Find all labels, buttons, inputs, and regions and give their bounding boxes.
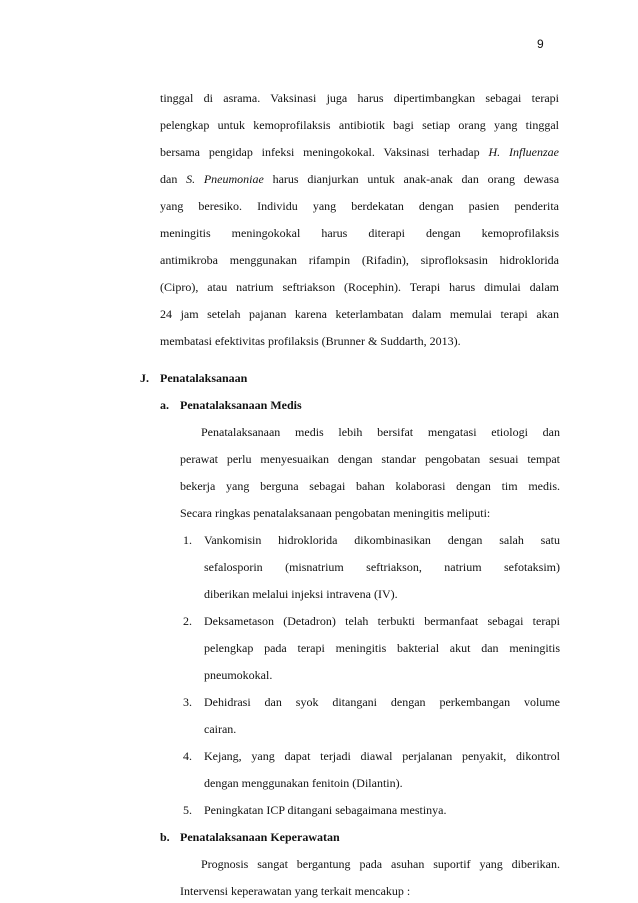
sub-b-title: Penatalaksanaan Keperawatan [180,830,340,844]
intro-line-part: bersama pengidap infeksi meningokokal. Vaksinasi terhadap [160,145,489,159]
a-para-line: bekerja yang berguna sebagai bahan kolaborasi dengan tim medis. [180,479,560,493]
intro-line: membatasi efektivitas profilaksis (Brunner & Suddarth, 2013). [160,334,461,348]
a-para-line: Penatalaksanaan medis lebih bersifat mengatasi etiologi dan [201,425,560,439]
list-item-line: Vankomisin hidroklorida dikombinasikan dengan salah satu [204,533,560,547]
intro-line: meningitis meningokokal harus diterapi dengan kemoprofilaksis [160,226,559,240]
list-item-line: Deksametason (Detadron) telah terbukti bermanfaat sebagai terapi [204,614,560,628]
list-number: 4. [183,749,192,763]
intro-line: 24 jam setelah pajanan karena keterlambatan dalam memulai terapi akan [160,307,559,321]
intro-line: tinggal di asrama. Vaksinasi juga harus dipertimbangkan sebagai terapi [160,91,559,105]
list-item-line: diberikan melalui injeksi intravena (IV). [204,587,398,601]
intro-line-part: harus dianjurkan untuk anak-anak dan orang dewasa [263,172,560,186]
page-number: 9 [537,37,544,51]
list-number: 3. [183,695,192,709]
b-para-line: Intervensi keperawatan yang terkait mencakup : [180,884,411,898]
intro-italic: S. Pneumoniae [186,172,264,186]
list-item-line: Kejang, yang dapat terjadi diawal perjalanan penyakit, dikontrol [204,749,560,763]
section-j-label: J. [140,371,149,385]
list-item-line: Dehidrasi dan syok ditangani dengan perkembangan volume [204,695,560,709]
a-para-line: perawat perlu menyesuaikan dengan standar pengobatan sesuai tempat [180,452,560,466]
intro-line: (Cipro), atau natrium seftriakson (Rocephin). Terapi harus dimulai dalam [160,280,559,294]
intro-italic: H. Influenzae [488,145,559,159]
list-item-line: pneumokokal. [204,668,273,682]
intro-line [160,172,559,187]
sub-a-title: Penatalaksanaan Medis [180,398,302,412]
intro-line: yang beresiko. Individu yang berdekatan dengan pasien penderita [160,199,559,213]
intro-line-part: dan [160,172,187,186]
b-para-line: Prognosis sangat bergantung pada asuhan suportif yang diberikan. [201,857,560,871]
list-item-line: Peningkatan ICP ditangani sebagaimana mestinya. [204,803,447,817]
section-j-title: Penatalaksanaan [160,371,248,385]
intro-line: pelengkap untuk kemoprofilaksis antibiotik bagi setiap orang yang tinggal [160,118,559,132]
sub-b-label: b. [160,830,170,844]
list-item-line: pelengkap pada terapi meningitis bakterial akut dan meningitis [204,641,560,655]
list-number: 5. [183,803,192,817]
list-item-line: dengan menggunakan fenitoin (Dilantin). [204,776,403,790]
list-item-line: sefalosporin (misnatrium seftriakson, natrium sefotaksim) [204,560,560,574]
list-number: 1. [183,533,192,547]
intro-line [160,145,559,160]
list-number: 2. [183,614,192,628]
a-para-line: Secara ringkas penatalaksanaan pengobatan meningitis meliputi: [180,506,491,520]
list-item-line: cairan. [204,722,237,736]
intro-line: antimikroba menggunakan rifampin (Rifadin), siprofloksasin hidroklorida [160,253,559,267]
sub-a-label: a. [160,398,169,412]
